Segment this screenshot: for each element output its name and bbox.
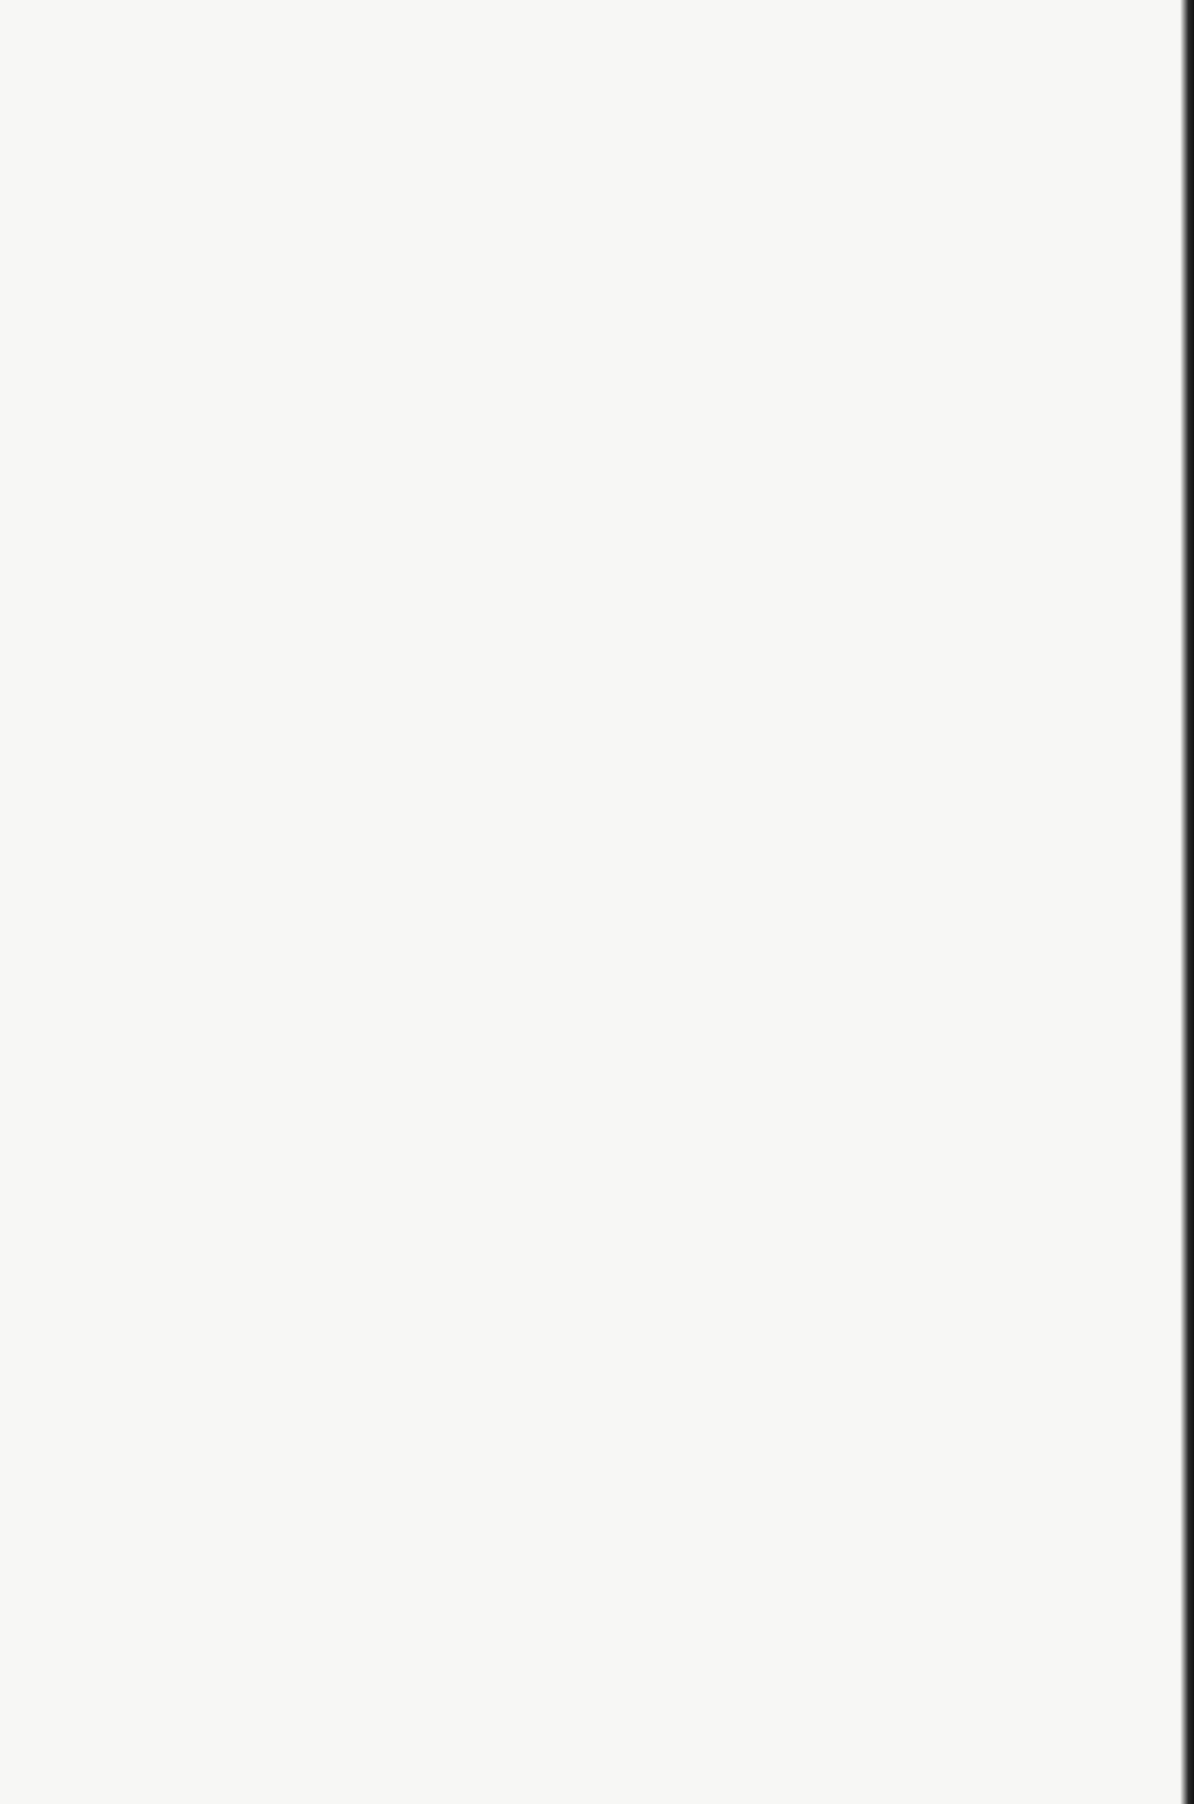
page-edge xyxy=(1180,0,1194,1804)
page-header xyxy=(188,118,1068,148)
